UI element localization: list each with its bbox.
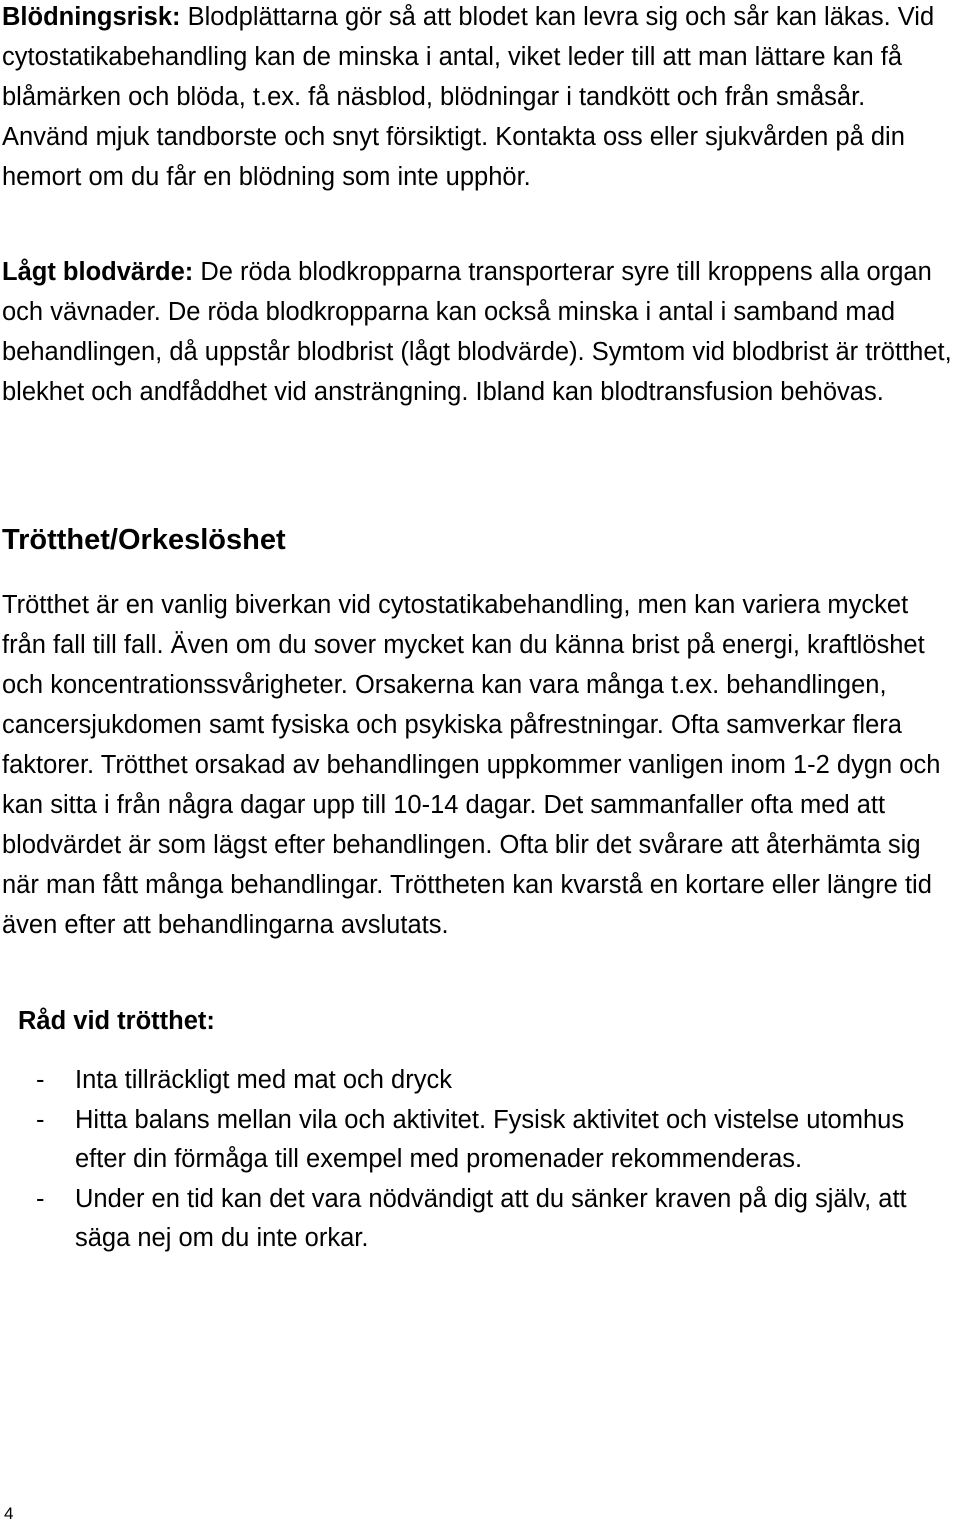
list-bullet: - — [36, 1184, 45, 1213]
page-number: 4 — [4, 1504, 14, 1523]
fatigue-heading: Trötthet/Orkeslöshet — [2, 524, 286, 556]
bleeding-risk-text: Blodplättarna gör så att blodet kan levra sig och sår kan läkas. Vid cytostatikabehandling kan de minska i antal, viket leder till att man lättare kan få blåmärken och blöda, t.ex. få näsblod, blödningar i tandkött och från småsår. Använd mjuk tandborste och snyt försiktigt. Kontakta oss eller sjukvården på din hemort om du får en blödning som inte upphör. — [2, 3, 935, 191]
advice-title: Råd vid trötthet: — [18, 1007, 215, 1035]
bleeding-risk-label: Blödningsrisk: — [2, 3, 181, 31]
list-item — [0, 1061, 935, 1101]
low-blood-label: Lågt blodvärde: — [2, 258, 194, 286]
list-item-text: Hitta balans mellan vila och aktivitet. Fysisk aktivitet och vistelse utomhus efter din förmåga till exempel med promenader rekommenderas. — [75, 1105, 905, 1173]
bleeding-risk-paragraph — [2, 0, 954, 197]
list-bullet: - — [36, 1066, 45, 1094]
low-blood-paragraph — [2, 252, 954, 412]
list-item-text: Under en tid kan det vara nödvändigt att du sänker kraven på dig själv, att säga nej om du inte orkar. — [75, 1184, 907, 1252]
list-bullet: - — [36, 1105, 45, 1134]
list-item — [0, 1101, 935, 1180]
list-item-text: Inta tillräckligt med mat och dryck — [75, 1066, 452, 1094]
list-item — [0, 1180, 935, 1259]
fatigue-paragraph: Trötthet är en vanlig biverkan vid cytostatikabehandling, men kan variera mycket från fall till fall. Även om du sover mycket kan du känna brist på energi, kraftlöshet och koncentrationssvårigheter. Orsakerna kan vara många t.ex. behandlingen, cancersjukdomen samt fysiska och psykiska påfrestningar. Ofta samverkar flera faktorer. Trötthet orsakad av behandlingen uppkommer vanligen inom 1-2 dygn och kan sitta i från några dagar upp till 10-14 dagar. Det sammanfaller ofta med att blodvärdet är som lägst efter behandlingen. Ofta blir det svårare att återhämta sig när man fått många behandlingar. Tröttheten kan kvarstå en kortare eller längre tid även efter att behandlingarna avslutats. — [2, 591, 941, 939]
advice-list — [0, 1061, 960, 1259]
low-blood-text: De röda blodkropparna transporterar syre till kroppens alla organ och vävnader. De röda blodkropparna kan också minska i antal i samband mad behandlingen, då uppstår blodbrist (lågt blodvärde). Symtom vid blodbrist är trötthet, blekhet och andfåddhet vid ansträngning. Ibland kan blodtransfusion behövas. — [2, 258, 952, 406]
